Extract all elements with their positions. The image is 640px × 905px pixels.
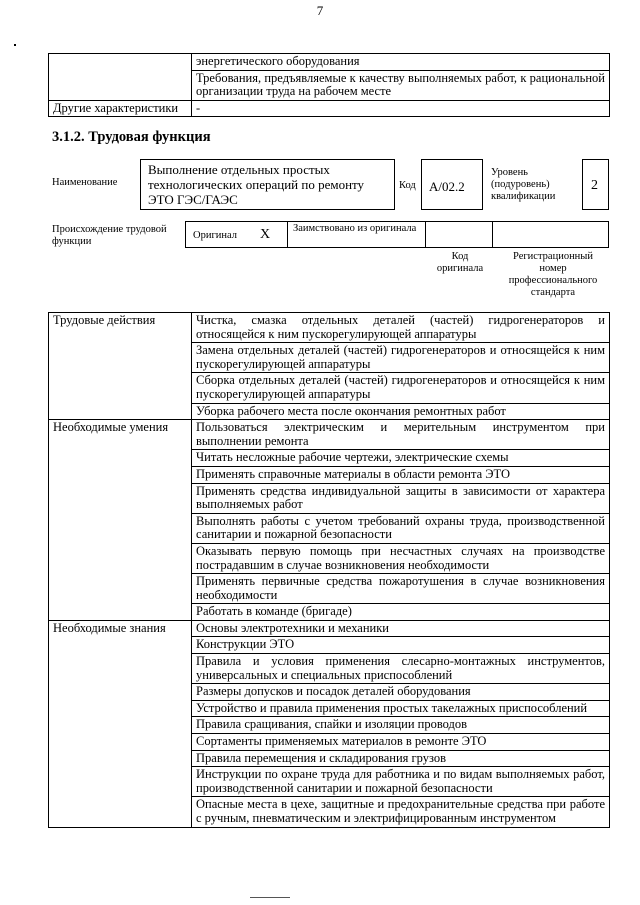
table-cell: Сортаменты применяемых материалов в ремонте ЭТО	[192, 734, 610, 751]
table-cell: Правила сращивания, спайки и изоляции проводов	[192, 717, 610, 734]
page-number: 7	[316, 3, 324, 18]
name-label: Наименование	[52, 177, 118, 188]
table-cell: Применять первичные средства пожаротушения в случае возникновения необходимости	[192, 574, 610, 604]
scan-speck	[14, 44, 16, 46]
table-cell: Замена отдельных деталей (частей) гидрогенераторов и относящейся к ним пускорегулирующей аппаратуры	[192, 343, 610, 373]
top-table-cell: энергетического оборудования	[192, 54, 610, 71]
original-mark: X	[260, 227, 271, 242]
table-cell: Инструкции по охране труда для работника и по видам выполняемых работ, производственной санитарии и пожарной безопасности	[192, 767, 610, 797]
table-cell: Оказывать первую помощь при несчастных случаях на производстве пострадавшим в случае возникновения необходимости	[192, 543, 610, 573]
table-cell: Чистка, смазка отдельных деталей (частей) гидрогенераторов и относящейся к ним пускорегулирующей аппаратуры	[192, 313, 610, 343]
table-cell: Устройство и правила применения простых такелажных приспособлений	[192, 700, 610, 717]
table-cell: Читать несложные рабочие чертежи, электрические схемы	[192, 450, 610, 467]
origin-divider	[287, 221, 288, 248]
table-cell: Сборка отдельных деталей (частей) гидрогенераторов и относящейся к ним пускорегулирующей аппаратуры	[192, 373, 610, 403]
section-title: 3.1.2. Трудовая функция	[52, 129, 211, 145]
level-value: 2	[591, 178, 598, 193]
borrowed-label: Заимствовано из оригинала	[293, 223, 417, 234]
code-label: Код	[399, 180, 416, 191]
top-table-empty-label	[49, 54, 192, 101]
reg-number-caption: Регистрационный номер профессионального стандарта	[508, 251, 598, 298]
table-cell: Выполнять работы с учетом требований охраны труда, производственной санитарии и пожарной безопасности	[192, 513, 610, 543]
table-cell: Работать в команде (бригаде)	[192, 604, 610, 621]
scan-artifact	[250, 897, 290, 898]
table-cell: Уборка рабочего места после окончания ремонтных работ	[192, 403, 610, 420]
table-cell: Применять справочные материалы в области ремонта ЭТО	[192, 466, 610, 483]
table-cell: Размеры допусков и посадок деталей оборудования	[192, 684, 610, 701]
section-label-actions: Трудовые действия	[49, 313, 192, 420]
table-cell: Правила и условия применения слесарно-монтажных инструментов, универсальных и специальных приспособлений	[192, 654, 610, 684]
section-label-skills: Необходимые умения	[49, 420, 192, 621]
top-table-cell: Требования, предъявляемые к качеству выполняемых работ, к рациональной организации труда на рабочем месте	[192, 70, 610, 100]
section-label-knowledge: Необходимые знания	[49, 620, 192, 827]
main-table	[48, 312, 610, 828]
origin-divider	[492, 221, 493, 248]
original-label: Оригинал	[193, 230, 237, 241]
top-table	[48, 53, 610, 117]
table-cell: Основы электротехники и механики	[192, 620, 610, 637]
top-table-label: Другие характеристики	[49, 100, 192, 117]
code-original-caption: Код оригинала	[436, 251, 484, 274]
origin-divider	[425, 221, 426, 248]
table-cell: Пользоваться электрическим и мерительным инструментом при выполнении ремонта	[192, 420, 610, 450]
origin-label: Происхождение трудовой функции	[52, 224, 167, 247]
level-label: Уровень (подуровень) квалификации	[491, 167, 556, 202]
table-cell: Конструкции ЭТО	[192, 637, 610, 654]
top-table-cell: -	[192, 100, 610, 117]
table-cell: Опасные места в цехе, защитные и предохранительные средства при работе с ручным, пневматическим и электрифицированным инструментом	[192, 797, 610, 827]
name-value: Выполнение отдельных простых технологических операций по ремонту ЭТО ГЭС/ГАЭС	[148, 162, 365, 207]
table-cell: Применять средства индивидуальной защиты в зависимости от характера выполняемых работ	[192, 483, 610, 513]
table-cell: Правила перемещения и складирования грузов	[192, 750, 610, 767]
code-value: A/02.2	[429, 179, 465, 194]
